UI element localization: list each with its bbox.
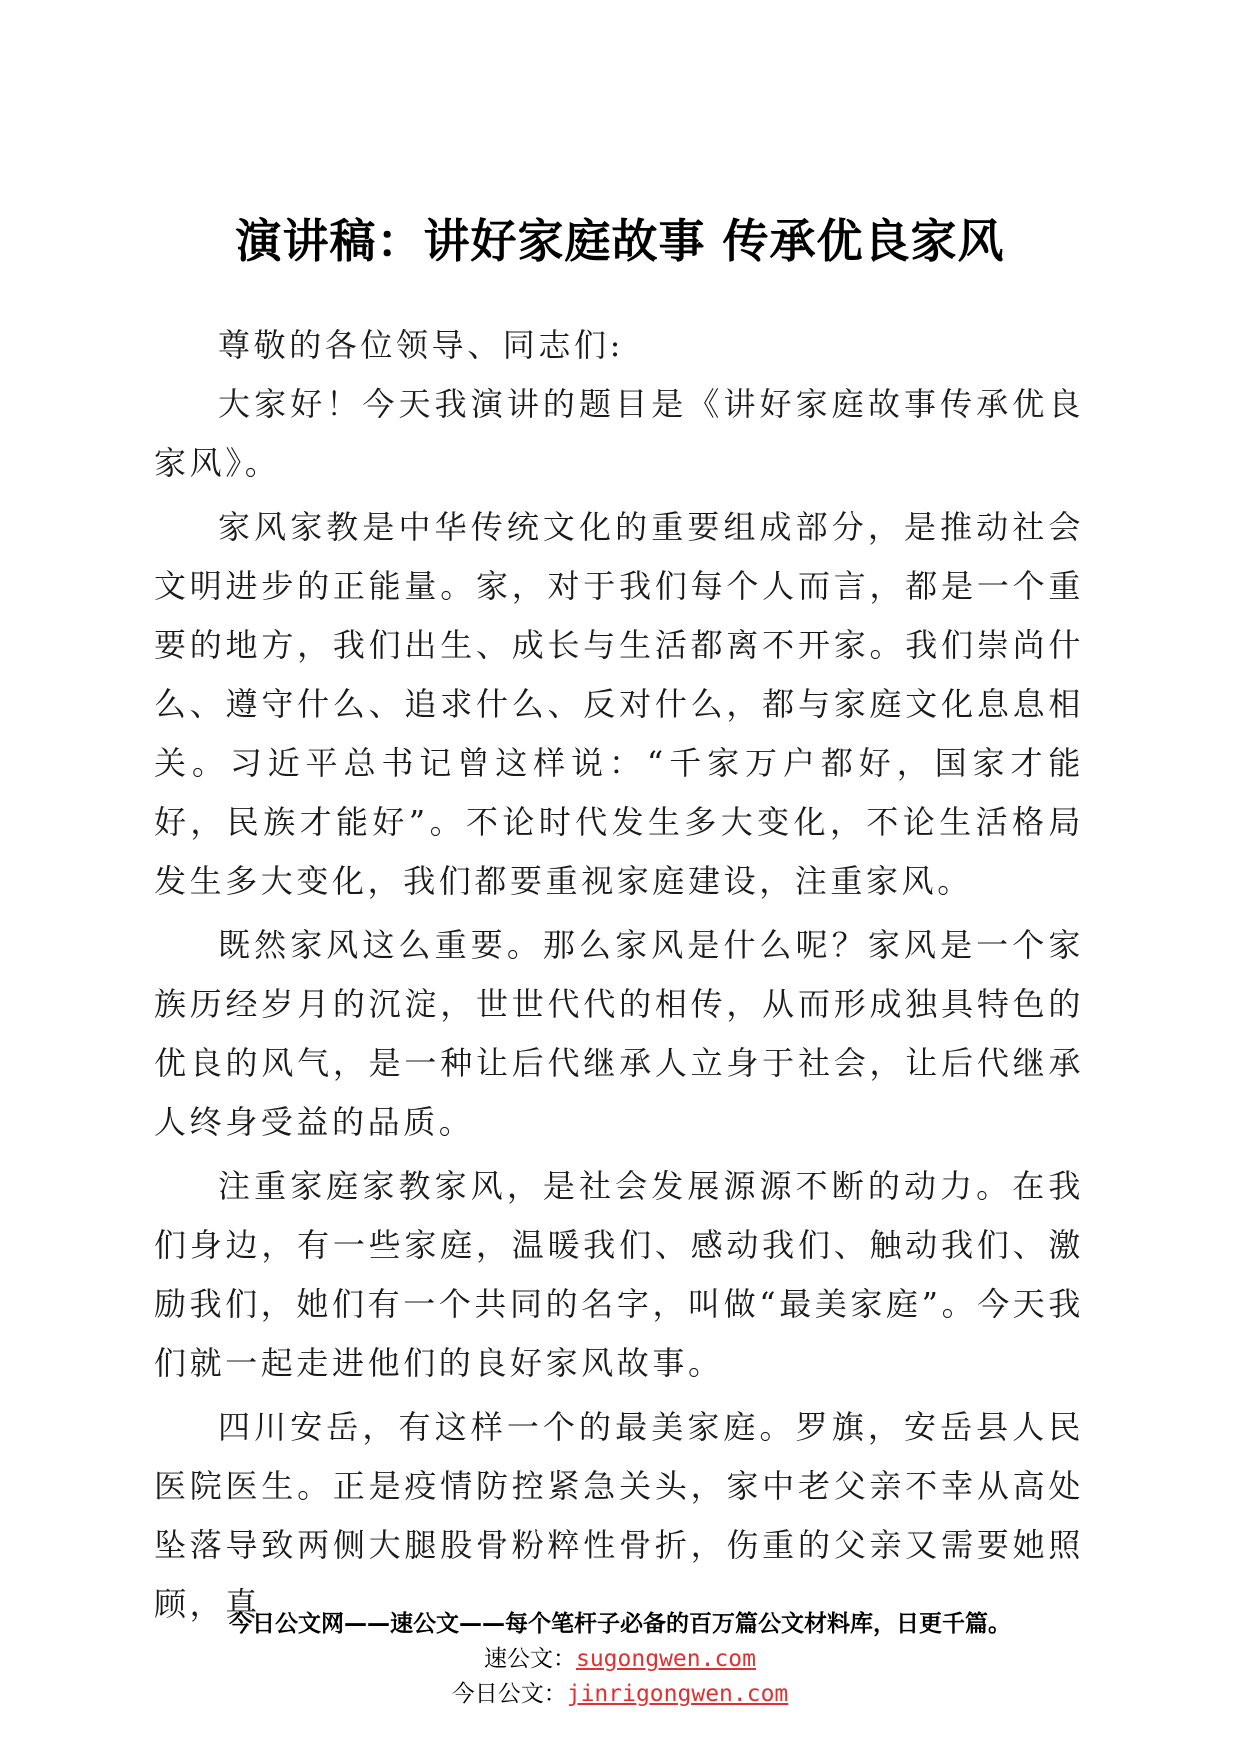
paragraph-what-is-family-style: 既然家风这么重要。那么家风是什么呢？家风是一个家族历经岁月的沉淀，世世代代的相传，从而形成独具特色的优良的风气，是一种让后代继承人立身于社会，让后代继承人终身受益的品质。 xyxy=(154,926,1084,1141)
footer-tagline: 今日公文网——速公文——每个笔杆子必备的百万篇公文材料库，日更千篇。 xyxy=(229,1611,1011,1637)
jinrigongwen-link[interactable]: jinrigongwen.com xyxy=(566,1681,789,1707)
paragraph-family-tradition: 家风家教是中华传统文化的重要组成部分，是推动社会文明进步的正能量。家，对于我们每个人而言，都是一个重要的地方，我们出生、成长与生活都离不开家。我们崇尚什么、遵守什么、追求什么、反对什么，都与家庭文化息息相关。习近平总书记曾这样说：“千家万户都好，国家才能好，民族才能好”。不论时代发生多大变化，不论生活格局发生多大变化，我们都要重视家庭建设，注重家风。 xyxy=(154,508,1084,900)
paragraph-most-beautiful-family: 注重家庭家教家风，是社会发展源源不断的动力。在我们身边，有一些家庭，温暖我们、感动我们、触动我们、激励我们，她们有一个共同的名字，叫做“最美家庭”。今天我们就一起走进他们的良好家风故事。 xyxy=(154,1167,1084,1382)
footer-jinrigongwen-label: 今日公文： xyxy=(451,1681,567,1707)
paragraph-sichuan-story: 四川安岳，有这样一个的最美家庭。罗旗，安岳县人民医院医生。正是疫情防控紧急关头，家中老父亲不幸从高处坠落导致两侧大腿股骨粉粹性骨折，伤重的父亲又需要她照顾，真 xyxy=(154,1408,1084,1623)
paragraph-salutation: 尊敬的各位领导、同志们: xyxy=(218,326,624,364)
document-body xyxy=(154,316,1084,1634)
footer-jinrigongwen xyxy=(0,1675,1240,1708)
document-title: 演讲稿：讲好家庭故事 传承优良家风 xyxy=(235,214,1005,268)
footer-sugongwen-label: 速公文： xyxy=(483,1646,576,1672)
paragraph-greeting: 大家好！今天我演讲的题目是《讲好家庭故事传承优良家风》。 xyxy=(154,385,1084,482)
sugongwen-link[interactable]: sugongwen.com xyxy=(575,1646,756,1672)
footer-sugongwen xyxy=(0,1640,1240,1673)
